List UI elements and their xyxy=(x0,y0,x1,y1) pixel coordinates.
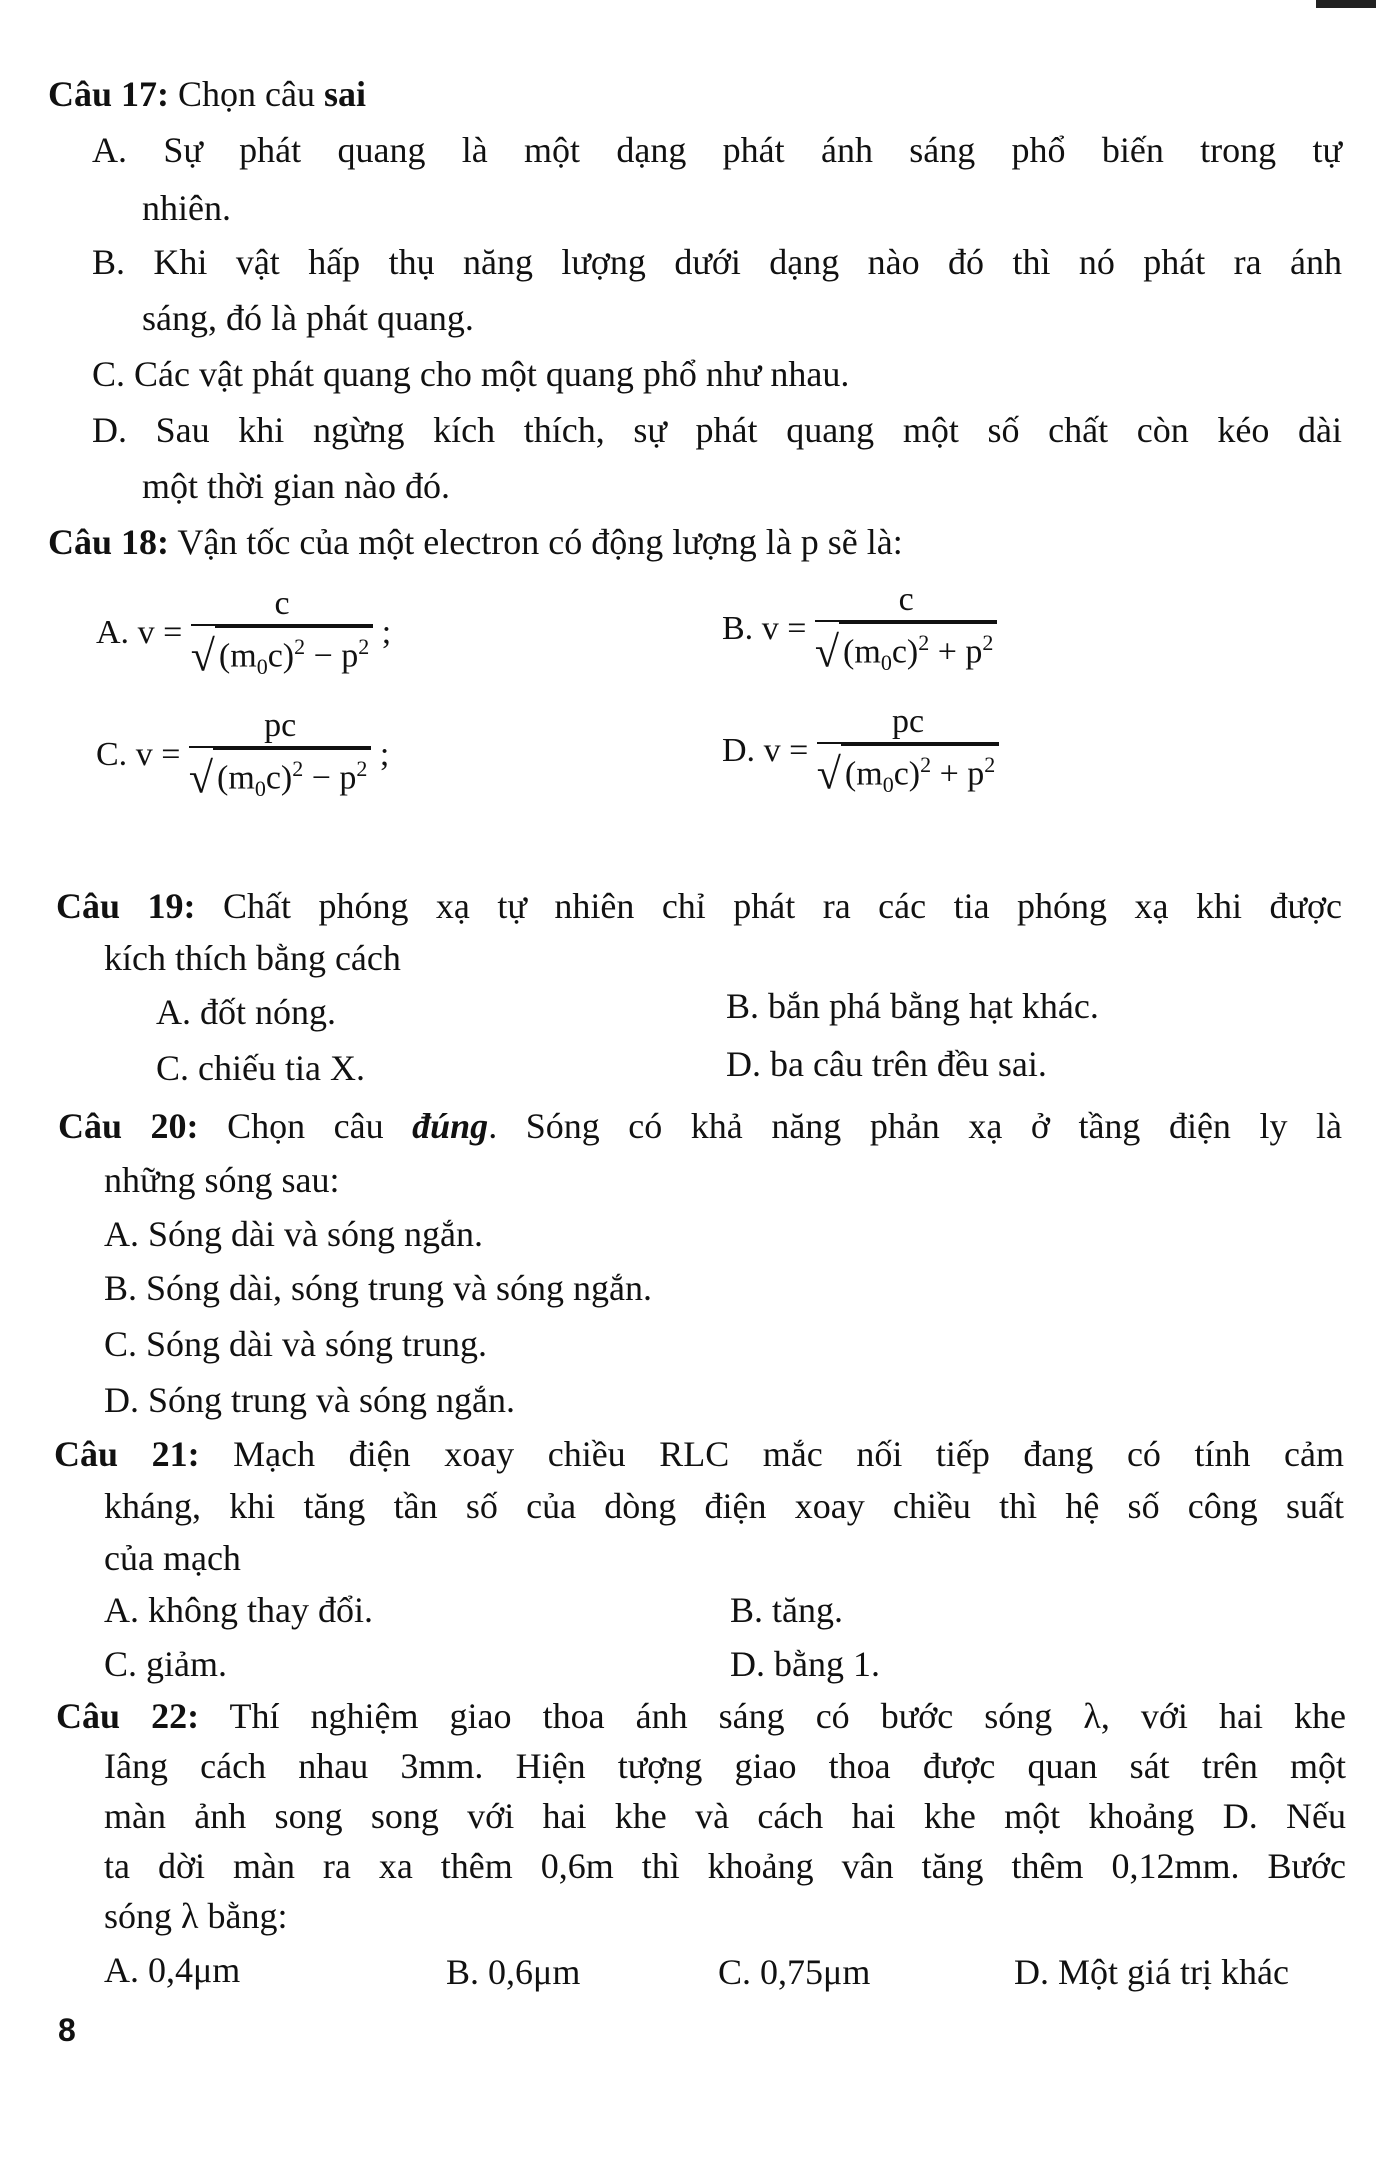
q22-stem-cont: Iâng cách nhau 3mm. Hiện tượng giao thoa được quan sát trên một xyxy=(104,1746,1346,1786)
q19-stem: Câu 19: Chất phóng xạ tự nhiên chỉ phát ra các tia phóng xạ khi được xyxy=(56,886,1342,926)
q19-option-a: A. đốt nóng. xyxy=(156,992,336,1032)
q17-option-c: C. Các vật phát quang cho một quang phổ như nhau. xyxy=(92,354,850,394)
scan-edge-mark xyxy=(1316,0,1376,8)
q18-option-b: B. v = $\frac{c}{√ (m_0c)^2 + p^2}$ xyxy=(722,580,997,682)
q18-label: Câu 18: xyxy=(48,522,170,562)
q20-option-a: A. Sóng dài và sóng ngắn. xyxy=(104,1214,483,1254)
q22-label: Câu 22: xyxy=(56,1696,200,1736)
q18-c-fraction: $\frac{pc}{√ (m_0c)^2 - p^2}$ xyxy=(189,706,372,808)
q22-stem: Câu 22: Thí nghiệm giao thoa ánh sáng có bước sóng λ, với hai khe xyxy=(56,1696,1346,1736)
q18-option-c: C. v = $\frac{pc}{√ (m_0c)^2 - p^2}$ ; xyxy=(96,706,389,808)
q20-option-c: C. Sóng dài và sóng trung. xyxy=(104,1324,487,1364)
q21-stem-cont2: của mạch xyxy=(104,1538,241,1578)
q21-option-b: B. tăng. xyxy=(730,1590,843,1630)
q20-option-d: D. Sóng trung và sóng ngắn. xyxy=(104,1380,515,1420)
q21-stem-cont: kháng, khi tăng tần số của dòng điện xoay chiều thì hệ số công suất xyxy=(104,1486,1344,1526)
q22-stem-cont3: ta dời màn ra xa thêm 0,6m thì khoảng vân tăng thêm 0,12mm. Bước xyxy=(104,1846,1346,1886)
q17-label: Câu 17: xyxy=(48,74,170,114)
q20-stem-cont: những sóng sau: xyxy=(104,1160,340,1200)
q17-option-a-cont: nhiên. xyxy=(142,188,231,228)
q18-option-a: A. v = $\frac{c}{√ (m_0c)^2 - p^2}$ ; xyxy=(96,584,391,686)
q18-b-fraction: $\frac{c}{√ (m_0c)^2 + p^2}$ xyxy=(815,580,998,682)
q22-option-b: B. 0,6μm xyxy=(446,1952,581,1992)
q22-option-d: D. Một giá trị khác xyxy=(1014,1952,1289,1992)
q17-stem: Câu 17: Chọn câu sai xyxy=(48,74,366,114)
q19-option-b: B. bắn phá bằng hạt khác. xyxy=(726,986,1099,1026)
q18-stem: Câu 18: Vận tốc của một electron có động lượng là p sẽ là: xyxy=(48,522,903,562)
q17-option-d-cont: một thời gian nào đó. xyxy=(142,466,451,506)
q21-stem: Câu 21: Mạch điện xoay chiều RLC mắc nối tiếp đang có tính cảm xyxy=(54,1434,1345,1474)
q20-label: Câu 20: xyxy=(58,1106,199,1146)
q20-option-b: B. Sóng dài, sóng trung và sóng ngắn. xyxy=(104,1268,652,1308)
q21-label: Câu 21: xyxy=(54,1434,200,1474)
q17-option-b-cont: sáng, đó là phát quang. xyxy=(142,298,474,338)
q20-stem: Câu 20: Chọn câu đúng. Sóng có khả năng phản xạ ở tầng điện ly là xyxy=(58,1106,1342,1146)
q17-option-d: D. Sau khi ngừng kích thích, sự phát quang một số chất còn kéo dài xyxy=(92,410,1342,450)
q19-label: Câu 19: xyxy=(56,886,196,926)
q22-stem-cont2: màn ảnh song song với hai khe và cách hai khe một khoảng D. Nếu xyxy=(104,1796,1346,1836)
q22-stem-cont4: sóng λ bằng: xyxy=(104,1896,288,1936)
q19-stem-cont: kích thích bằng cách xyxy=(104,938,401,978)
q17-option-b: B. Khi vật hấp thụ năng lượng dưới dạng nào đó thì nó phát ra ánh xyxy=(92,242,1342,282)
page-number: 8 xyxy=(58,2012,76,2048)
q21-option-c: C. giảm. xyxy=(104,1644,227,1684)
q22-option-c: C. 0,75μm xyxy=(718,1952,871,1992)
q19-option-d: D. ba câu trên đều sai. xyxy=(726,1044,1047,1084)
q18-d-fraction: $\frac{pc}{√ (m_0c)^2 + p^2}$ xyxy=(817,702,1000,804)
q21-option-d: D. bằng 1. xyxy=(730,1644,880,1684)
q18-option-d: D. v = $\frac{pc}{√ (m_0c)^2 + p^2}$ xyxy=(722,702,999,804)
q21-option-a: A. không thay đổi. xyxy=(104,1590,373,1630)
q19-option-c: C. chiếu tia X. xyxy=(156,1048,365,1088)
q18-a-fraction: $\frac{c}{√ (m_0c)^2 - p^2}$ xyxy=(191,584,374,686)
q17-option-a: A. Sự phát quang là một dạng phát ánh sáng phổ biến trong tự xyxy=(92,130,1342,170)
q22-option-a: A. 0,4μm xyxy=(104,1950,241,1990)
